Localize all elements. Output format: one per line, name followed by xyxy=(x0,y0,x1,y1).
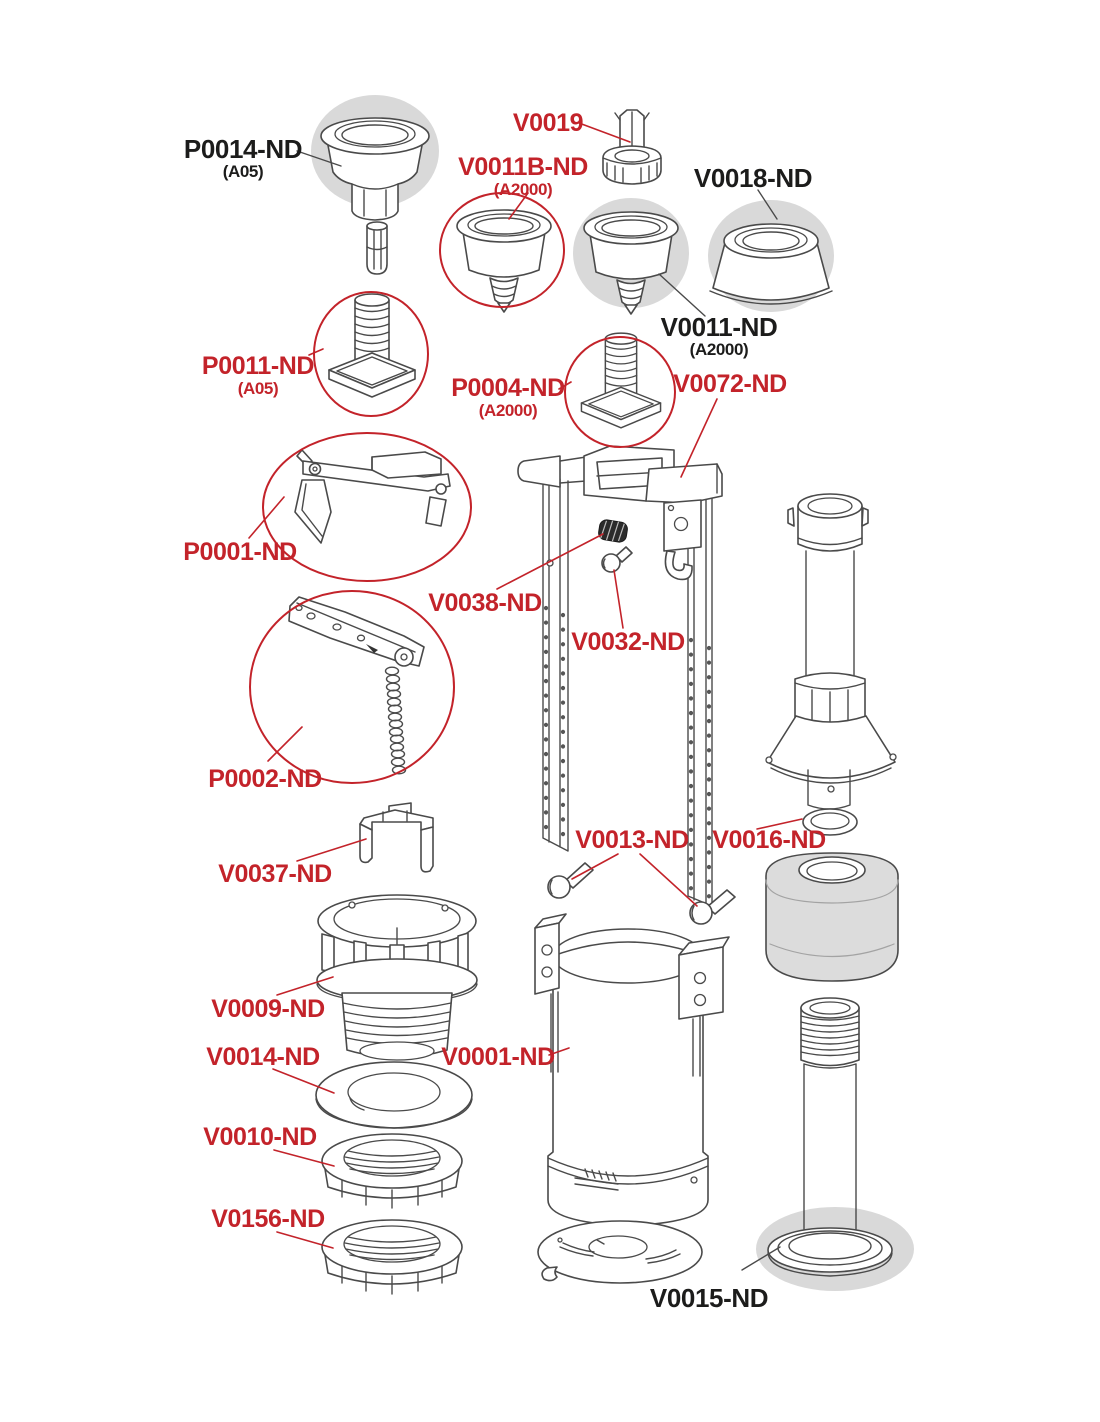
label-p0001-nd: P0001-ND xyxy=(183,538,297,566)
label-p0004-nd: P0004-ND (A2000) xyxy=(451,374,565,420)
part-v0015-flush-pipe xyxy=(768,998,892,1276)
leader-v0032 xyxy=(614,570,623,628)
part-p0004-bolt xyxy=(581,333,660,428)
label-v0009-nd: V0009-ND xyxy=(211,995,325,1023)
chain xyxy=(386,667,406,774)
label-v0156-nd: V0156-ND xyxy=(211,1205,325,1233)
part-overflow-pipe xyxy=(766,494,896,809)
leader-p0002 xyxy=(268,727,302,761)
part-v0009-valve-seat xyxy=(317,895,477,1060)
part-v0010-nut xyxy=(322,1134,462,1208)
label-v0015-nd: V0015-ND xyxy=(649,1283,769,1313)
label-p0002-nd: P0002-ND xyxy=(208,765,322,793)
label-v0010-nd: V0010-ND xyxy=(203,1123,317,1151)
part-bottom-plate xyxy=(538,1221,702,1283)
part-p0014-pushbutton xyxy=(321,118,429,220)
label-v0014-nd: V0014-ND xyxy=(206,1043,320,1071)
part-float-cup xyxy=(766,853,898,981)
label-v0018-nd: V0018-ND xyxy=(693,163,813,193)
label-v0037-nd: V0037-ND xyxy=(218,860,332,888)
label-p0011-nd: P0011-ND (A05) xyxy=(201,352,315,398)
part-p0001-lever xyxy=(295,450,450,543)
part-p0011-bolt xyxy=(329,294,415,397)
label-v0038-nd: V0038-ND xyxy=(428,589,542,617)
part-v0014-washer xyxy=(316,1062,472,1128)
label-v0013-nd: V0013-ND xyxy=(575,826,689,854)
label-v0011b-nd: V0011B-ND (A2000) xyxy=(458,153,588,199)
part-v0013-screws xyxy=(548,863,735,924)
label-p0014-nd: P0014-ND (A05) xyxy=(183,134,303,181)
part-v0001-body xyxy=(535,914,729,1226)
part-v0019-nut xyxy=(603,110,661,184)
label-v0072-nd: V0072-ND xyxy=(673,370,787,398)
leader-p0001 xyxy=(249,497,284,538)
part-v0037-clip xyxy=(360,803,433,872)
leader-v0013-a xyxy=(572,854,618,879)
label-v0032-nd: V0032-ND xyxy=(571,628,685,656)
part-v0032-pin xyxy=(602,547,632,572)
leader-v0038 xyxy=(497,534,603,589)
label-v0001-nd: V0001-ND xyxy=(441,1043,555,1071)
part-v0038-spring xyxy=(598,519,629,543)
part-v0156-nut xyxy=(322,1220,462,1294)
label-v0019: V0019 xyxy=(512,109,584,137)
label-v0011-nd: V0011-ND (A2000) xyxy=(660,312,778,359)
part-p0014-pin xyxy=(367,222,387,274)
part-p0002-lever-chain xyxy=(289,597,424,774)
label-v0016-nd: V0016-ND xyxy=(712,826,826,854)
leader-v0037 xyxy=(297,839,366,861)
part-v0018-gasket xyxy=(710,224,832,304)
part-v0011-valve xyxy=(584,212,678,314)
